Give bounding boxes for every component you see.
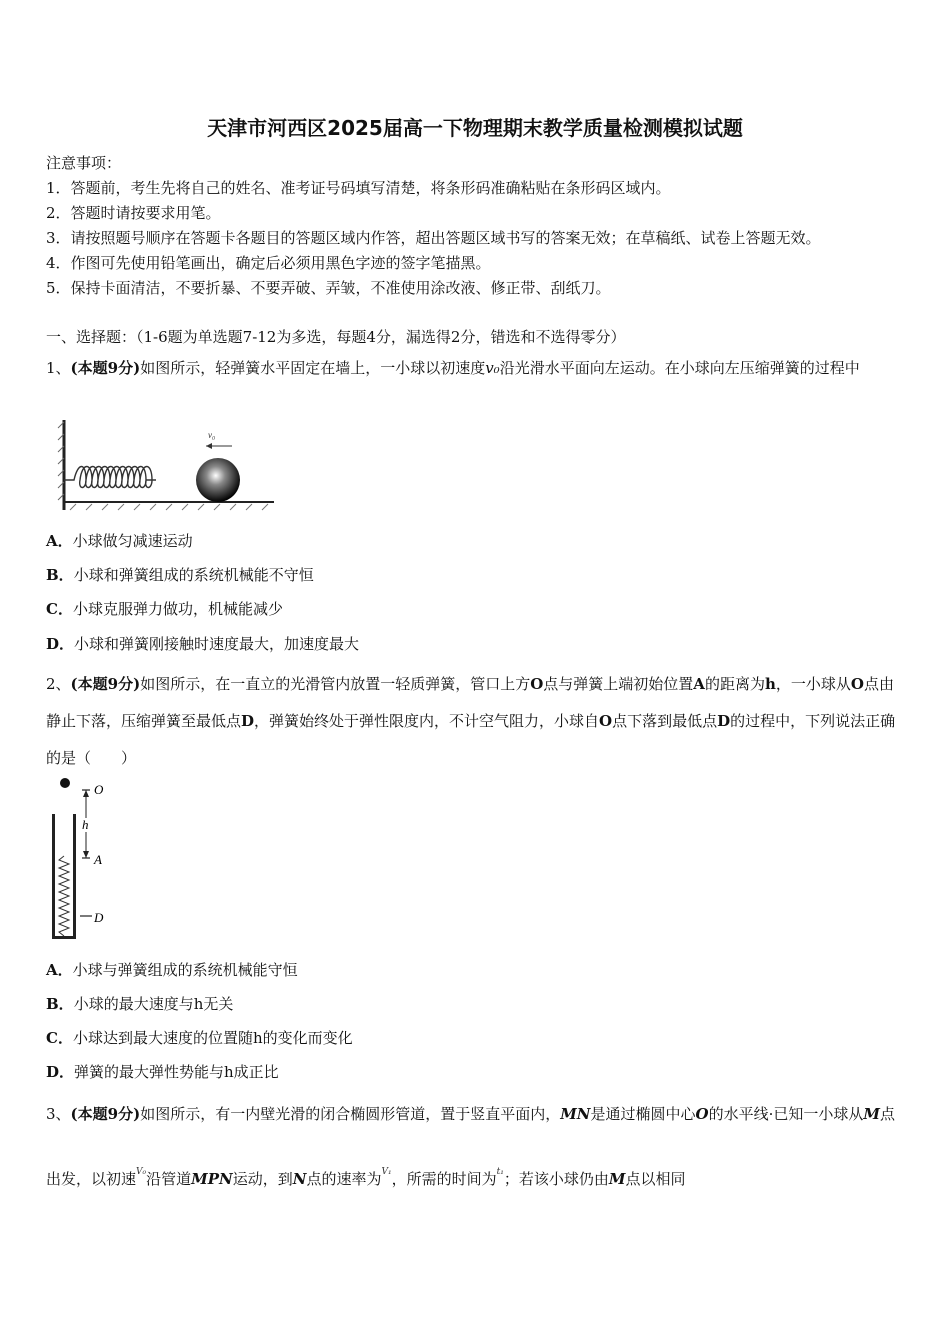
q1-option-d-text: 小球和弹簧刚接触时速度最大，加速度最大 (74, 635, 360, 653)
q3-text-j: 点以相同 (625, 1170, 686, 1188)
q3-m2: M (608, 1170, 626, 1188)
q2-o3: O (599, 712, 613, 730)
q1-option-b (46, 564, 314, 585)
q2-option-b (46, 993, 233, 1014)
q1-option-c-text: 小球克服弹力做功，机械能减少 (72, 600, 283, 618)
fig-label-h: h (82, 817, 89, 832)
q3-t1: t₁ (496, 1167, 504, 1177)
q2-o2: O (850, 675, 864, 693)
q2-option-a-text: 小球与弹簧组成的系统机械能守恒 (72, 961, 298, 979)
ball-shape (196, 458, 240, 502)
q1-option-c-label: C． (46, 600, 73, 618)
q2-text-e: 点由静止下落，压缩弹簧至最低点 (46, 675, 894, 730)
q2-a1: A (693, 675, 705, 693)
q3-mn: MN (560, 1105, 591, 1123)
q2-text-c: 的距离为 (704, 675, 765, 693)
q3-score: (本题9分) (70, 1105, 141, 1123)
q1-score: (本题9分) (70, 359, 141, 377)
q2-text-d: ，一小球从 (775, 675, 851, 693)
q3-text-g: 点的速率为 (306, 1170, 382, 1188)
q3-text-f: 运动，到 (232, 1170, 293, 1188)
q1-number: 1、 (46, 359, 71, 377)
v0-label: v₀ (208, 430, 216, 440)
q3-n: N (292, 1170, 307, 1188)
q3-text-a: 如图所示，有一内壁光滑的闭合椭圆形管道，置于竖直平面内， (140, 1105, 561, 1123)
q2-option-b-text: 小球的最大速度与h无关 (73, 995, 234, 1013)
q2-option-c (46, 1027, 353, 1048)
q1-option-a (46, 530, 193, 551)
fig-label-o: O (94, 782, 104, 797)
q1-v0: v₀ (485, 359, 500, 377)
q1-text-a: 如图所示，轻弹簧水平固定在墙上，一小球以初速度 (140, 359, 486, 377)
q3-v1: V₁ (381, 1167, 392, 1177)
q2-text-a: 如图所示，在一直立的光滑管内放置一轻质弹簧，管口上方 (140, 675, 531, 693)
notice-item-3: 3．请按照题号顺序在答题卡各题目的答题区域内作答，超出答题区域书写的答案无效；在草稿纸、试卷上答题无效。 (46, 229, 821, 247)
question-1-stem (46, 350, 906, 387)
q2-number: 2、 (46, 675, 71, 693)
q1-option-c (46, 598, 283, 619)
q2-score: (本题9分) (70, 675, 141, 693)
notice-item-4: 4．作图可先使用铅笔画出，确定后必须用黑色字迹的签字笔描黑。 (46, 254, 491, 272)
q2-option-d-label: D． (46, 1063, 75, 1081)
q3-text-i: ；若该小球仍由 (503, 1170, 609, 1188)
q1-option-d (46, 633, 359, 654)
q3-o: O (695, 1105, 709, 1123)
q2-option-b-label: B． (46, 995, 74, 1013)
q2-d2: D (717, 712, 731, 730)
q1-option-b-label: B． (46, 566, 74, 584)
q2-option-c-label: C． (46, 1029, 73, 1047)
q2-option-a-label: A． (46, 961, 73, 979)
q3-number: 3、 (46, 1105, 71, 1123)
tube-spring-figure (44, 772, 124, 944)
q2-text-h: 的过程中，下列说法正确的是（ ） (46, 712, 896, 767)
q3-v0: V₀ (136, 1167, 147, 1177)
q2-h1: h (764, 675, 776, 693)
notice-item-2: 2．答题时请按要求用笔。 (46, 204, 221, 222)
notice-item-1: 1．答题前，考生先将自己的姓名、准考证号码填写清楚，将条形码准确粘贴在条形码区域内。 (46, 179, 671, 197)
q3-mpn: MPN (191, 1170, 233, 1188)
q3-text-c: 的水平线·已知一小球从 (708, 1105, 864, 1123)
q2-option-d-text: 弹簧的最大弹性势能与h成正比 (74, 1063, 279, 1081)
q1-text-b: 沿光滑水平面向左运动。在小球向左压缩弹簧的过程中 (499, 359, 860, 377)
q2-option-d (46, 1061, 279, 1082)
q2-option-a (46, 959, 298, 980)
q3-m1: M (863, 1105, 881, 1123)
q1-option-a-label: A． (46, 532, 73, 550)
section-heading: 一、选择题：（1-6题为单选题7-12为多选，每题4分，漏选得2分，错选和不选得零分） (46, 328, 626, 346)
q3-text-e: 沿管道 (146, 1170, 192, 1188)
notice-item-5: 5．保持卡面清洁，不要折暴、不要弄破、弄皱，不准使用涂改液、修正带、刮纸刀。 (46, 279, 611, 297)
falling-ball-shape (60, 778, 70, 788)
fig-label-d: D (94, 910, 104, 925)
q2-text-g: 点下落到最低点 (612, 712, 718, 730)
page-title: 天津市河西区2025届高一下物理期末教学质量检测模拟试题 (207, 116, 743, 140)
q2-o1: O (530, 675, 544, 693)
question-2-stem (46, 666, 906, 777)
q1-option-a-text: 小球做匀减速运动 (72, 532, 193, 550)
q2-text-b: 点与弹簧上端初始位置 (543, 675, 694, 693)
fig-label-a: A (94, 852, 102, 867)
q1-option-d-label: D． (46, 635, 75, 653)
q2-text-f: ，弹簧始终处于弹性限度内，不计空气阻力，小球自 (254, 712, 600, 730)
question-3-stem (46, 1085, 906, 1208)
q3-text-h: ，所需的时间为 (391, 1170, 497, 1188)
q3-text-d: 点出发，以初速 (46, 1105, 896, 1188)
q2-option-c-text: 小球达到最大速度的位置随h的变化而变化 (72, 1029, 353, 1047)
q3-text-b: 是通过椭圆中心 (590, 1105, 696, 1123)
q2-d1: D (241, 712, 255, 730)
notice-heading: 注意事项： (46, 154, 122, 172)
q1-option-b-text: 小球和弹簧组成的系统机械能不守恒 (73, 566, 314, 584)
spring-ball-figure (56, 418, 278, 516)
